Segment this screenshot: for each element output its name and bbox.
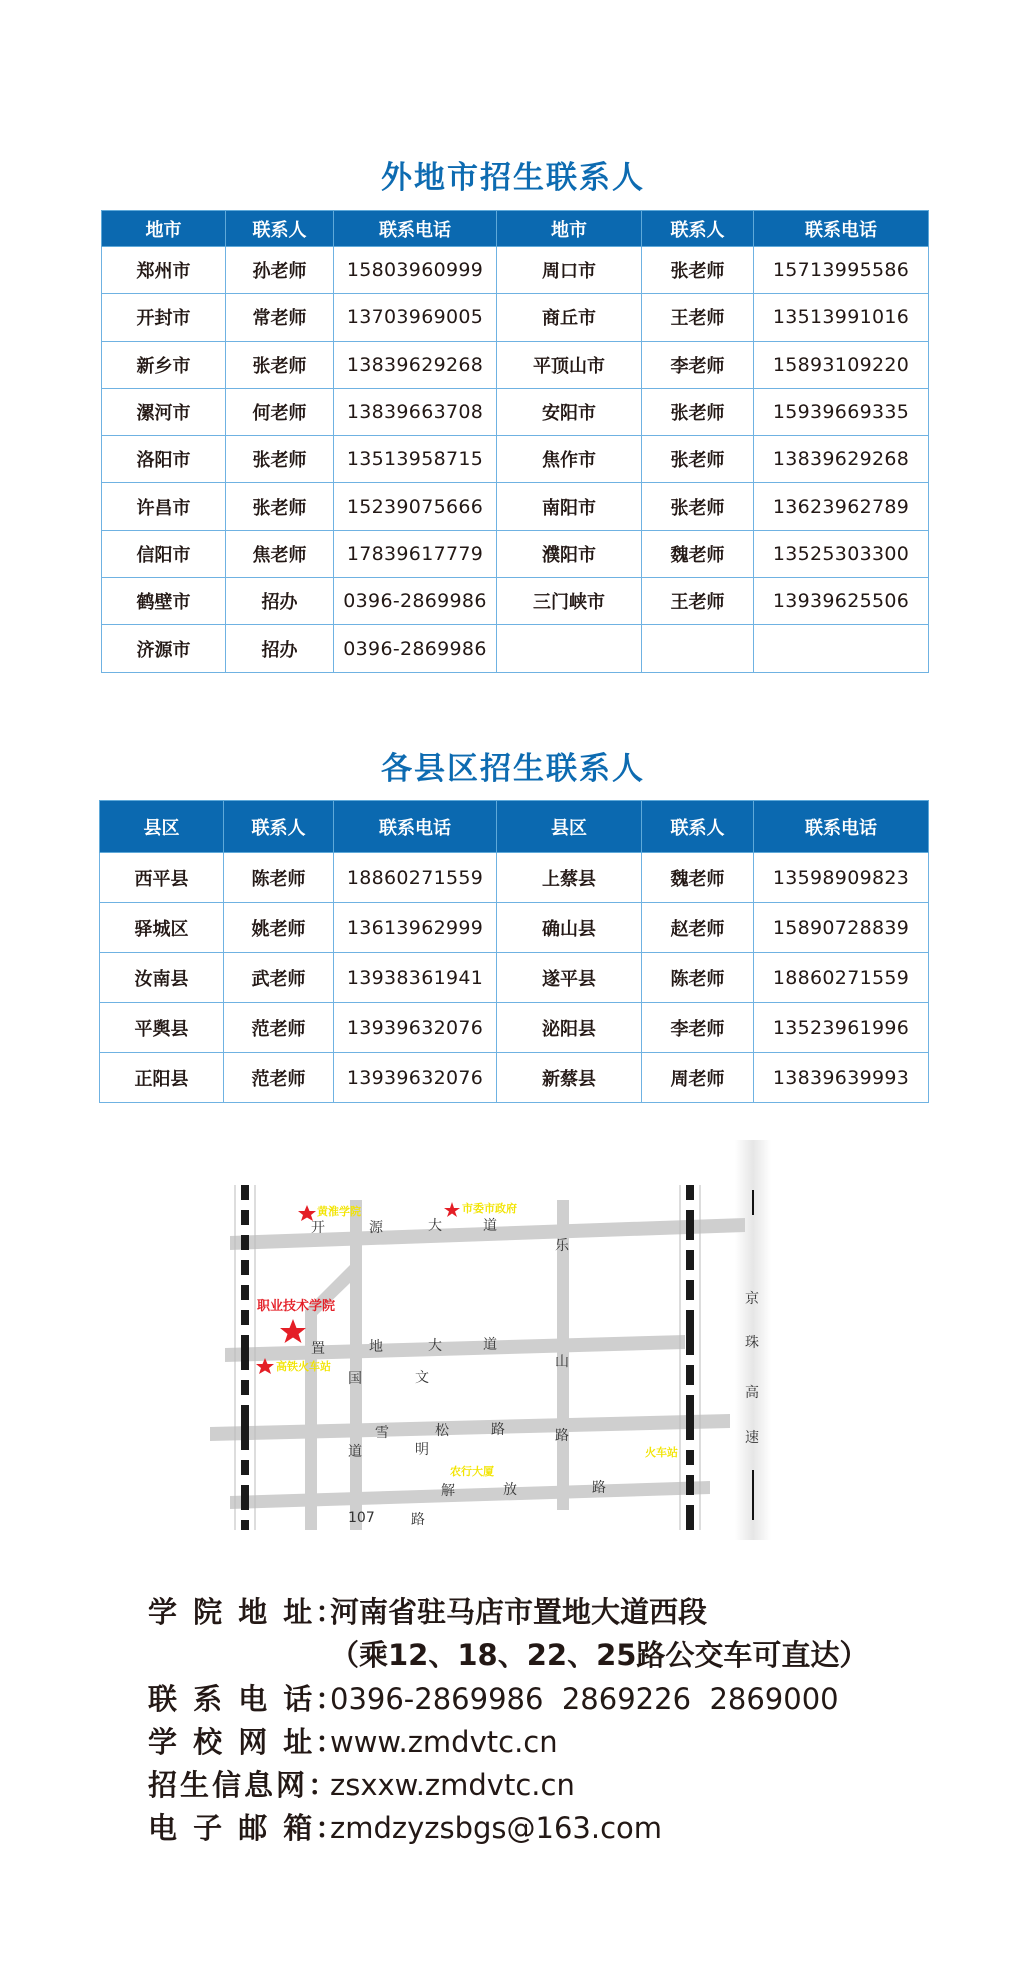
region-cell: 许昌市 (102, 483, 226, 530)
region-cell: 安阳市 (497, 388, 642, 435)
region-cell: 三门峡市 (497, 578, 642, 625)
route-107-label: 107 (348, 1510, 375, 1526)
west-station-label: 高铁火车站 (276, 1360, 331, 1373)
jiefang-road (230, 1481, 710, 1509)
address-row (148, 1590, 707, 1631)
contact-cell: 魏老师 (642, 853, 754, 903)
outside-city-title: 外地市招生联系人 (381, 160, 645, 196)
huanghuai-label: 黄淮学院 (317, 1205, 361, 1218)
phone-cell: 0396-2869986 (334, 578, 497, 625)
column-header: 联系人 (226, 211, 334, 247)
address-value: 河南省驻马店市置地大道西段 (330, 1595, 708, 1629)
contact-cell: 李老师 (642, 341, 754, 388)
contact-cell: 王老师 (642, 294, 754, 341)
phone-label: 联 系 电 话： (148, 1682, 348, 1716)
contact-cell: 武老师 (224, 953, 334, 1003)
phone-cell: 13613962999 (334, 903, 497, 953)
contact-cell: 招办 (226, 578, 334, 625)
outside-city-contacts-table (101, 210, 929, 673)
gov-label: 市委市政府 (462, 1202, 517, 1215)
road-char: 明 (415, 1442, 429, 1458)
table-row (100, 853, 929, 903)
huanghuai-star-icon (298, 1205, 316, 1221)
table-row (100, 1053, 929, 1103)
table-row (102, 578, 929, 625)
region-cell: 正阳县 (100, 1053, 224, 1103)
table-header-row (102, 211, 929, 247)
road-char: 大 (428, 1338, 442, 1354)
road-char: 路 (592, 1480, 606, 1496)
contact-cell: 李老师 (642, 1003, 754, 1053)
road-char: 国 (348, 1371, 362, 1387)
contact-cell: 何老师 (226, 388, 334, 435)
admission-site-link[interactable]: zsxxw.zmdvtc.cn (330, 1768, 575, 1802)
road-char: 路 (491, 1422, 505, 1438)
phone-cell: 13513991016 (754, 294, 929, 341)
road-char: 道 (483, 1337, 497, 1353)
road-char: 路 (411, 1512, 425, 1528)
table-row (100, 953, 929, 1003)
contact-cell (642, 625, 754, 672)
phone-cell: 15890728839 (754, 903, 929, 953)
table-row (102, 625, 929, 672)
county-title: 各县区招生联系人 (381, 751, 645, 787)
road-char: 道 (483, 1218, 497, 1234)
table-row (102, 388, 929, 435)
region-cell: 确山县 (497, 903, 642, 953)
table-row (102, 341, 929, 388)
region-cell: 平顶山市 (497, 341, 642, 388)
region-cell: 商丘市 (497, 294, 642, 341)
website-link[interactable]: www.zmdvtc.cn (330, 1725, 558, 1759)
region-cell: 漯河市 (102, 388, 226, 435)
phone-cell: 15893109220 (754, 341, 929, 388)
region-cell: 濮阳市 (497, 530, 642, 577)
road-char: 高 (745, 1385, 759, 1401)
admission-site-label: 招生信息网： (148, 1768, 341, 1802)
region-cell: 信阳市 (102, 530, 226, 577)
website-label: 学 校 网 址： (148, 1725, 348, 1759)
phone-cell: 13598909823 (754, 853, 929, 903)
road-char: 松 (435, 1423, 449, 1439)
column-header: 联系电话 (754, 211, 929, 247)
column-header: 联系人 (224, 801, 334, 853)
contact-cell: 赵老师 (642, 903, 754, 953)
phone-cell: 15713995586 (754, 247, 929, 294)
region-cell: 焦作市 (497, 436, 642, 483)
region-cell: 上蔡县 (497, 853, 642, 903)
region-cell: 济源市 (102, 625, 226, 672)
region-cell: 遂平县 (497, 953, 642, 1003)
region-cell: 周口市 (497, 247, 642, 294)
road-char: 置 (311, 1341, 325, 1357)
road-char: 大 (428, 1218, 442, 1234)
county-contacts-table (99, 800, 929, 1103)
region-cell: 新乡市 (102, 341, 226, 388)
column-header: 县区 (497, 801, 642, 853)
column-header: 联系电话 (754, 801, 929, 853)
website-row (148, 1720, 558, 1761)
college-label: 职业技术学院 (257, 1299, 336, 1314)
phone-cell: 13939632076 (334, 1053, 497, 1103)
road-char: 源 (369, 1220, 383, 1236)
region-cell: 汝南县 (100, 953, 224, 1003)
email-label: 电 子 邮 箱： (148, 1811, 348, 1845)
column-header: 县区 (100, 801, 224, 853)
phone-value: 0396-2869986 2869226 2869000 (330, 1682, 839, 1716)
region-cell: 洛阳市 (102, 436, 226, 483)
gov-star-icon (444, 1202, 460, 1217)
phone-cell: 15239075666 (334, 483, 497, 530)
table-row (102, 483, 929, 530)
xuesong-road (210, 1414, 730, 1441)
table-row (100, 903, 929, 953)
phone-cell (754, 625, 929, 672)
contact-cell: 张老师 (226, 483, 334, 530)
phone-cell: 13623962789 (754, 483, 929, 530)
column-header: 地市 (102, 211, 226, 247)
address-label: 学 院 地 址： (148, 1595, 348, 1629)
contact-cell: 陈老师 (642, 953, 754, 1003)
location-map (205, 1140, 775, 1540)
zhidi-road (225, 1335, 685, 1362)
road-char: 放 (503, 1482, 517, 1498)
contact-cell: 张老师 (226, 341, 334, 388)
table-header-row (100, 801, 929, 853)
contact-cell: 张老师 (642, 388, 754, 435)
contact-cell: 焦老师 (226, 530, 334, 577)
region-cell (497, 625, 642, 672)
region-cell: 平舆县 (100, 1003, 224, 1053)
region-cell: 泌阳县 (497, 1003, 642, 1053)
region-cell: 郑州市 (102, 247, 226, 294)
phone-cell: 13703969005 (334, 294, 497, 341)
column-header: 联系人 (642, 211, 754, 247)
contact-cell: 张老师 (642, 436, 754, 483)
road-char: 路 (555, 1428, 569, 1444)
phone-cell: 15939669335 (754, 388, 929, 435)
road-char: 道 (348, 1444, 362, 1460)
road-char: 速 (745, 1430, 759, 1446)
table-row (102, 436, 929, 483)
road-char: 开 (311, 1220, 325, 1236)
phone-cell: 17839617779 (334, 530, 497, 577)
road-char: 京 (745, 1291, 759, 1307)
contact-cell: 张老师 (642, 247, 754, 294)
contact-cell: 姚老师 (224, 903, 334, 953)
phone-cell: 0396-2869986 (334, 625, 497, 672)
road-char: 山 (555, 1354, 569, 1370)
column-header: 联系电话 (334, 801, 497, 853)
admission-site-row (148, 1763, 575, 1804)
region-cell: 鹤壁市 (102, 578, 226, 625)
phone-cell: 13839629268 (334, 341, 497, 388)
phone-cell: 13523961996 (754, 1003, 929, 1053)
table-row (102, 247, 929, 294)
contact-cell: 范老师 (224, 1003, 334, 1053)
region-cell: 驿城区 (100, 903, 224, 953)
column-header: 联系电话 (334, 211, 497, 247)
region-cell: 南阳市 (497, 483, 642, 530)
contact-cell: 招办 (226, 625, 334, 672)
column-header: 联系人 (642, 801, 754, 853)
email-row (148, 1806, 662, 1847)
phone-cell: 13938361941 (334, 953, 497, 1003)
email-link[interactable]: zmdzyzsbgs@163.com (330, 1811, 663, 1845)
phone-row (148, 1677, 839, 1718)
phone-cell: 13513958715 (334, 436, 497, 483)
column-header: 地市 (497, 211, 642, 247)
college-star-icon (280, 1319, 306, 1343)
region-cell: 开封市 (102, 294, 226, 341)
table-row (102, 530, 929, 577)
phone-cell: 13939625506 (754, 578, 929, 625)
phone-cell: 15803960999 (334, 247, 497, 294)
road-char: 乐 (555, 1238, 569, 1254)
contact-cell: 陈老师 (224, 853, 334, 903)
station-label: 火车站 (645, 1446, 678, 1459)
contact-cell: 周老师 (642, 1053, 754, 1103)
contact-cell: 王老师 (642, 578, 754, 625)
road-char: 雪 (375, 1425, 389, 1441)
phone-cell: 13839639993 (754, 1053, 929, 1103)
phone-cell: 13525303300 (754, 530, 929, 577)
contact-cell: 范老师 (224, 1053, 334, 1103)
contact-cell: 孙老师 (226, 247, 334, 294)
phone-cell: 13939632076 (334, 1003, 497, 1053)
phone-cell: 13839629268 (754, 436, 929, 483)
guowen-road (350, 1200, 362, 1530)
region-cell: 西平县 (100, 853, 224, 903)
road-char: 解 (441, 1483, 455, 1499)
road-char: 文 (415, 1370, 429, 1386)
road-char: 珠 (745, 1335, 759, 1351)
bus-note: （乘12、18、22、25路公交车可直达） (330, 1638, 869, 1672)
road-char: 地 (369, 1339, 383, 1355)
phone-cell: 13839663708 (334, 388, 497, 435)
table-row (100, 1003, 929, 1053)
nonghang-label: 农行大厦 (450, 1465, 494, 1478)
contact-cell: 张老师 (642, 483, 754, 530)
table-row (102, 294, 929, 341)
phone-cell: 18860271559 (754, 953, 929, 1003)
phone-cell: 18860271559 (334, 853, 497, 903)
contact-cell: 常老师 (226, 294, 334, 341)
contact-cell: 魏老师 (642, 530, 754, 577)
contact-cell: 张老师 (226, 436, 334, 483)
region-cell: 新蔡县 (497, 1053, 642, 1103)
